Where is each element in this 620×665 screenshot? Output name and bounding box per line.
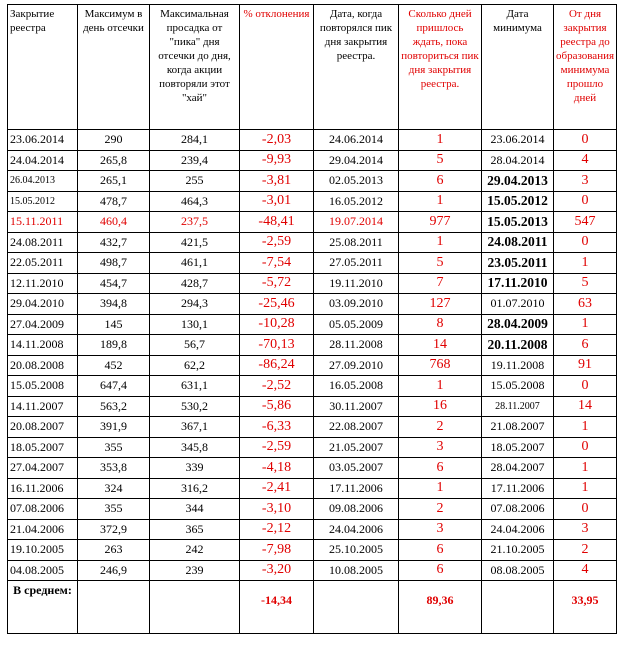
min-date: 23.05.2011 — [482, 253, 554, 274]
table-row — [8, 540, 617, 561]
stats-table — [7, 4, 617, 634]
days-to-min: 0 — [554, 376, 617, 397]
wait-days: 1 — [399, 191, 482, 212]
table-row — [8, 253, 617, 274]
max-on-record-day: 372,9 — [78, 519, 150, 540]
days-to-min: 547 — [554, 212, 617, 233]
record-date: 14.11.2007 — [8, 396, 78, 417]
max-drawdown: 464,3 — [150, 191, 240, 212]
min-date: 08.08.2005 — [482, 560, 554, 581]
max-on-record-day: 263 — [78, 540, 150, 561]
deviation-pct: -6,33 — [240, 417, 314, 438]
min-date: 15.05.2013 — [482, 212, 554, 233]
peak-repeat-date: 19.11.2010 — [314, 273, 399, 294]
wait-days: 7 — [399, 273, 482, 294]
max-on-record-day: 478,7 — [78, 191, 150, 212]
min-date: 07.08.2006 — [482, 499, 554, 520]
deviation-pct: -7,98 — [240, 540, 314, 561]
header-cell: Максимальная просадка от "пика" дня отсечки до дня, когда акции повторяли этот "хай" — [150, 5, 240, 130]
days-to-min: 3 — [554, 171, 617, 192]
deviation-pct: -70,13 — [240, 335, 314, 356]
max-on-record-day: 145 — [78, 314, 150, 335]
max-drawdown: 428,7 — [150, 273, 240, 294]
peak-repeat-date: 29.04.2014 — [314, 150, 399, 171]
record-date: 24.04.2014 — [8, 150, 78, 171]
peak-repeat-date: 22.08.2007 — [314, 417, 399, 438]
peak-repeat-date: 09.08.2006 — [314, 499, 399, 520]
table-row — [8, 396, 617, 417]
table-row — [8, 273, 617, 294]
max-drawdown: 345,8 — [150, 437, 240, 458]
max-drawdown: 631,1 — [150, 376, 240, 397]
max-on-record-day: 246,9 — [78, 560, 150, 581]
table-row — [8, 130, 617, 151]
min-date: 28.11.2007 — [482, 396, 554, 417]
record-date: 15.05.2008 — [8, 376, 78, 397]
peak-repeat-date: 03.05.2007 — [314, 458, 399, 479]
peak-repeat-date: 28.11.2008 — [314, 335, 399, 356]
min-date: 23.06.2014 — [482, 130, 554, 151]
max-on-record-day: 460,4 — [78, 212, 150, 233]
max-on-record-day: 452 — [78, 355, 150, 376]
peak-repeat-date: 03.09.2010 — [314, 294, 399, 315]
days-to-min: 0 — [554, 499, 617, 520]
days-to-min: 4 — [554, 560, 617, 581]
table-row — [8, 478, 617, 499]
deviation-pct: -3,20 — [240, 560, 314, 581]
max-drawdown: 339 — [150, 458, 240, 479]
max-on-record-day: 265,1 — [78, 171, 150, 192]
table-row — [8, 150, 617, 171]
max-on-record-day: 355 — [78, 499, 150, 520]
record-date: 29.04.2010 — [8, 294, 78, 315]
deviation-pct: -5,72 — [240, 273, 314, 294]
max-on-record-day: 563,2 — [78, 396, 150, 417]
min-date: 17.11.2006 — [482, 478, 554, 499]
peak-repeat-date: 27.09.2010 — [314, 355, 399, 376]
record-date: 20.08.2007 — [8, 417, 78, 438]
min-date: 18.05.2007 — [482, 437, 554, 458]
days-to-min: 1 — [554, 314, 617, 335]
deviation-pct: -3,10 — [240, 499, 314, 520]
header-row — [8, 5, 617, 130]
max-on-record-day: 432,7 — [78, 232, 150, 253]
days-to-min: 6 — [554, 335, 617, 356]
record-date: 22.05.2011 — [8, 253, 78, 274]
table-row — [8, 458, 617, 479]
average-deviation: -14,34 — [240, 581, 314, 634]
max-drawdown: 239,4 — [150, 150, 240, 171]
header-cell: % отклонения — [240, 5, 314, 130]
max-drawdown: 130,1 — [150, 314, 240, 335]
table-row — [8, 499, 617, 520]
record-date: 27.04.2007 — [8, 458, 78, 479]
max-drawdown: 242 — [150, 540, 240, 561]
min-date: 15.05.2008 — [482, 376, 554, 397]
peak-repeat-date: 16.05.2012 — [314, 191, 399, 212]
table-row — [8, 314, 617, 335]
max-drawdown: 365 — [150, 519, 240, 540]
max-on-record-day: 647,4 — [78, 376, 150, 397]
min-date: 20.11.2008 — [482, 335, 554, 356]
wait-days: 6 — [399, 458, 482, 479]
min-date: 21.10.2005 — [482, 540, 554, 561]
peak-repeat-date: 24.06.2014 — [314, 130, 399, 151]
record-date: 15.11.2011 — [8, 212, 78, 233]
max-on-record-day: 189,8 — [78, 335, 150, 356]
max-drawdown: 239 — [150, 560, 240, 581]
days-to-min: 14 — [554, 396, 617, 417]
table-row — [8, 376, 617, 397]
header-cell: Дата, когда повторялся пик дня закрытия реестра. — [314, 5, 399, 130]
header-cell: Максимум в день отсечки — [78, 5, 150, 130]
max-drawdown: 56,7 — [150, 335, 240, 356]
min-date: 15.05.2012 — [482, 191, 554, 212]
record-date: 19.10.2005 — [8, 540, 78, 561]
table-row — [8, 294, 617, 315]
days-to-min: 2 — [554, 540, 617, 561]
deviation-pct: -4,18 — [240, 458, 314, 479]
wait-days: 1 — [399, 478, 482, 499]
empty-cell — [78, 581, 150, 634]
min-date: 01.07.2010 — [482, 294, 554, 315]
max-drawdown: 316,2 — [150, 478, 240, 499]
header-cell: От дня закрытия реестра до образования минимума прошло дней — [554, 5, 617, 130]
table-row — [8, 417, 617, 438]
deviation-pct: -3,01 — [240, 191, 314, 212]
min-date: 24.08.2011 — [482, 232, 554, 253]
deviation-pct: -25,46 — [240, 294, 314, 315]
average-label: В среднем: — [8, 581, 78, 634]
days-to-min: 5 — [554, 273, 617, 294]
days-to-min: 1 — [554, 458, 617, 479]
table-row — [8, 355, 617, 376]
peak-repeat-date: 16.05.2008 — [314, 376, 399, 397]
deviation-pct: -7,54 — [240, 253, 314, 274]
empty-cell — [314, 581, 399, 634]
max-drawdown: 530,2 — [150, 396, 240, 417]
max-on-record-day: 265,8 — [78, 150, 150, 171]
deviation-pct: -9,93 — [240, 150, 314, 171]
days-to-min: 1 — [554, 253, 617, 274]
days-to-min: 63 — [554, 294, 617, 315]
record-date: 04.08.2005 — [8, 560, 78, 581]
max-drawdown: 284,1 — [150, 130, 240, 151]
deviation-pct: -2,41 — [240, 478, 314, 499]
max-drawdown: 294,3 — [150, 294, 240, 315]
max-drawdown: 255 — [150, 171, 240, 192]
peak-repeat-date: 17.11.2006 — [314, 478, 399, 499]
wait-days: 127 — [399, 294, 482, 315]
max-on-record-day: 394,8 — [78, 294, 150, 315]
wait-days: 6 — [399, 171, 482, 192]
deviation-pct: -10,28 — [240, 314, 314, 335]
header-cell: Сколько дней пришлось ждать, пока повториться пик дня закрытия реестра. — [399, 5, 482, 130]
wait-days: 2 — [399, 499, 482, 520]
table-row — [8, 171, 617, 192]
days-to-min: 1 — [554, 417, 617, 438]
empty-cell — [482, 581, 554, 634]
peak-repeat-date: 02.05.2013 — [314, 171, 399, 192]
min-date: 19.11.2008 — [482, 355, 554, 376]
max-on-record-day: 353,8 — [78, 458, 150, 479]
record-date: 16.11.2006 — [8, 478, 78, 499]
peak-repeat-date: 19.07.2014 — [314, 212, 399, 233]
deviation-pct: -2,59 — [240, 232, 314, 253]
min-date: 21.08.2007 — [482, 417, 554, 438]
days-to-min: 0 — [554, 191, 617, 212]
wait-days: 2 — [399, 417, 482, 438]
wait-days: 3 — [399, 437, 482, 458]
table-row — [8, 519, 617, 540]
header-cell: Закрытие реестра — [8, 5, 78, 130]
table-row — [8, 560, 617, 581]
peak-repeat-date: 24.04.2006 — [314, 519, 399, 540]
record-date: 18.05.2007 — [8, 437, 78, 458]
record-date: 21.04.2006 — [8, 519, 78, 540]
table-row — [8, 232, 617, 253]
record-date: 12.11.2010 — [8, 273, 78, 294]
table-row — [8, 335, 617, 356]
table-row — [8, 437, 617, 458]
max-on-record-day: 324 — [78, 478, 150, 499]
average-days-to-min: 33,95 — [554, 581, 617, 634]
min-date: 28.04.2009 — [482, 314, 554, 335]
min-date: 28.04.2014 — [482, 150, 554, 171]
wait-days: 6 — [399, 540, 482, 561]
max-on-record-day: 498,7 — [78, 253, 150, 274]
peak-repeat-date: 21.05.2007 — [314, 437, 399, 458]
max-drawdown: 367,1 — [150, 417, 240, 438]
wait-days: 768 — [399, 355, 482, 376]
wait-days: 1 — [399, 130, 482, 151]
deviation-pct: -2,59 — [240, 437, 314, 458]
record-date: 20.08.2008 — [8, 355, 78, 376]
peak-repeat-date: 25.10.2005 — [314, 540, 399, 561]
deviation-pct: -2,12 — [240, 519, 314, 540]
peak-repeat-date: 10.08.2005 — [314, 560, 399, 581]
min-date: 28.04.2007 — [482, 458, 554, 479]
wait-days: 977 — [399, 212, 482, 233]
max-drawdown: 237,5 — [150, 212, 240, 233]
days-to-min: 0 — [554, 232, 617, 253]
header-cell: Дата минимума — [482, 5, 554, 130]
wait-days: 16 — [399, 396, 482, 417]
record-date: 27.04.2009 — [8, 314, 78, 335]
record-date: 26.04.2013 — [8, 171, 78, 192]
max-drawdown: 62,2 — [150, 355, 240, 376]
table-row — [8, 212, 617, 233]
days-to-min: 1 — [554, 478, 617, 499]
days-to-min: 4 — [554, 150, 617, 171]
days-to-min: 0 — [554, 437, 617, 458]
deviation-pct: -3,81 — [240, 171, 314, 192]
max-on-record-day: 391,9 — [78, 417, 150, 438]
table-row — [8, 191, 617, 212]
deviation-pct: -2,03 — [240, 130, 314, 151]
wait-days: 5 — [399, 253, 482, 274]
empty-cell — [150, 581, 240, 634]
wait-days: 5 — [399, 150, 482, 171]
deviation-pct: -86,24 — [240, 355, 314, 376]
min-date: 29.04.2013 — [482, 171, 554, 192]
deviation-pct: -5,86 — [240, 396, 314, 417]
wait-days: 1 — [399, 232, 482, 253]
peak-repeat-date: 05.05.2009 — [314, 314, 399, 335]
days-to-min: 91 — [554, 355, 617, 376]
wait-days: 1 — [399, 376, 482, 397]
peak-repeat-date: 25.08.2011 — [314, 232, 399, 253]
wait-days: 3 — [399, 519, 482, 540]
max-on-record-day: 355 — [78, 437, 150, 458]
days-to-min: 0 — [554, 130, 617, 151]
average-wait-days: 89,36 — [399, 581, 482, 634]
record-date: 24.08.2011 — [8, 232, 78, 253]
max-drawdown: 344 — [150, 499, 240, 520]
peak-repeat-date: 27.05.2011 — [314, 253, 399, 274]
max-on-record-day: 290 — [78, 130, 150, 151]
record-date: 14.11.2008 — [8, 335, 78, 356]
wait-days: 6 — [399, 560, 482, 581]
record-date: 15.05.2012 — [8, 191, 78, 212]
max-drawdown: 461,1 — [150, 253, 240, 274]
wait-days: 14 — [399, 335, 482, 356]
record-date: 23.06.2014 — [8, 130, 78, 151]
wait-days: 8 — [399, 314, 482, 335]
record-date: 07.08.2006 — [8, 499, 78, 520]
max-drawdown: 421,5 — [150, 232, 240, 253]
days-to-min: 3 — [554, 519, 617, 540]
min-date: 24.04.2006 — [482, 519, 554, 540]
min-date: 17.11.2010 — [482, 273, 554, 294]
average-row — [8, 581, 617, 634]
deviation-pct: -48,41 — [240, 212, 314, 233]
deviation-pct: -2,52 — [240, 376, 314, 397]
peak-repeat-date: 30.11.2007 — [314, 396, 399, 417]
max-on-record-day: 454,7 — [78, 273, 150, 294]
